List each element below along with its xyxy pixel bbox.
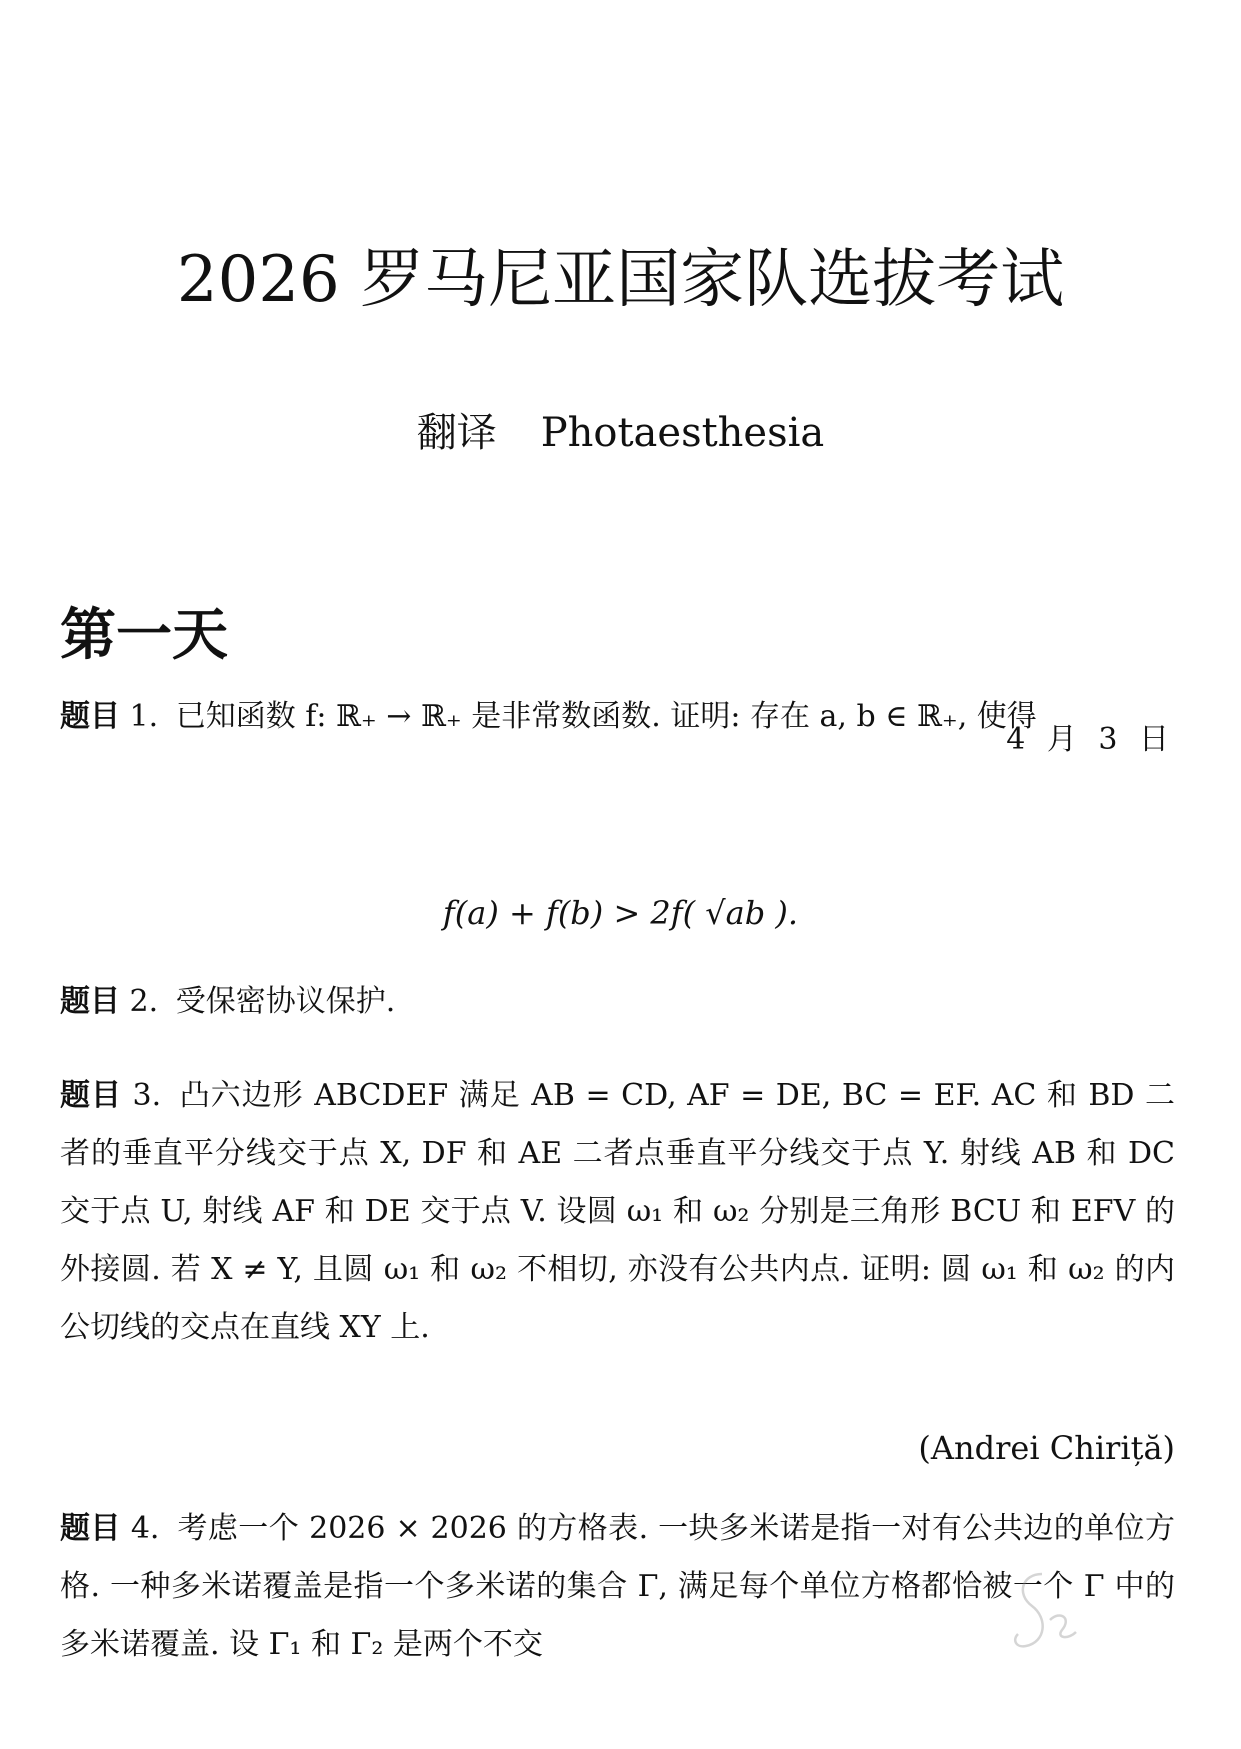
problem-label: 题目 <box>60 984 120 1019</box>
problem-number: 1. <box>129 699 159 734</box>
translator-name: Photaesthesia <box>540 410 825 456</box>
day-date: 4 月 3 日 <box>1006 722 1175 757</box>
page-title: 2026 罗马尼亚国家队选拔考试 <box>176 243 1065 317</box>
problem-number: 4. <box>130 1511 160 1546</box>
problem-1 <box>60 688 1175 746</box>
signature-watermark-icon <box>1002 1566 1082 1656</box>
problem-label: 题目 <box>60 1511 121 1546</box>
problem-text: 受保密协议保护. <box>175 984 396 1019</box>
problem-1-formula: f(a) + f(b) > 2f( √ab ). <box>442 894 799 932</box>
day-heading: 第一天 <box>60 603 228 668</box>
problem-number: 2. <box>129 984 159 1019</box>
problem-number: 3. <box>132 1078 162 1113</box>
problem-3-attribution: (Andrei Chiriță) <box>918 1429 1175 1467</box>
problem-label: 题目 <box>60 1078 122 1113</box>
translator-line <box>0 405 1241 461</box>
problem-text: 考虑一个 2026 × 2026 的方格表. 一块多米诺是指一对有公共边的单位方格. 一种多米诺覆盖是指一个多米诺的集合 Γ, 满足每个单位方格都恰被一个 Γ 中的多米诺覆盖. 设 Γ₁ 和 Γ₂ 是两个不交 <box>60 1511 1175 1662</box>
problem-label: 题目 <box>60 699 120 734</box>
problem-text: 凸六边形 ABCDEF 满足 AB = CD, AF = DE, BC = EF. AC 和 BD 二者的垂直平分线交于点 X, DF 和 AE 二者点垂直平分线交于点 Y. 射线 AB 和 DC 交于点 U, 射线 AF 和 DE 交于点 V. 设圆 ω₁ 和 ω₂ 分别是三角形 BCU 和 EFV 的外接圆. 若 X ≠ Y, 且圆 ω₁ 和 ω₂ 不相切, 亦没有公共内点. 证明: 圆 ω₁ 和 ω₂ 的内公切线的交点在直线 XY 上. <box>60 1078 1175 1345</box>
translator-label: 翻译 <box>416 410 497 456</box>
problem-text: 已知函数 f: ℝ₊ → ℝ₊ 是非常数函数. 证明: 存在 a, b ∈ ℝ₊, 使得 <box>175 699 1037 734</box>
problem-2 <box>60 973 1175 1031</box>
problem-3 <box>60 1067 1175 1357</box>
